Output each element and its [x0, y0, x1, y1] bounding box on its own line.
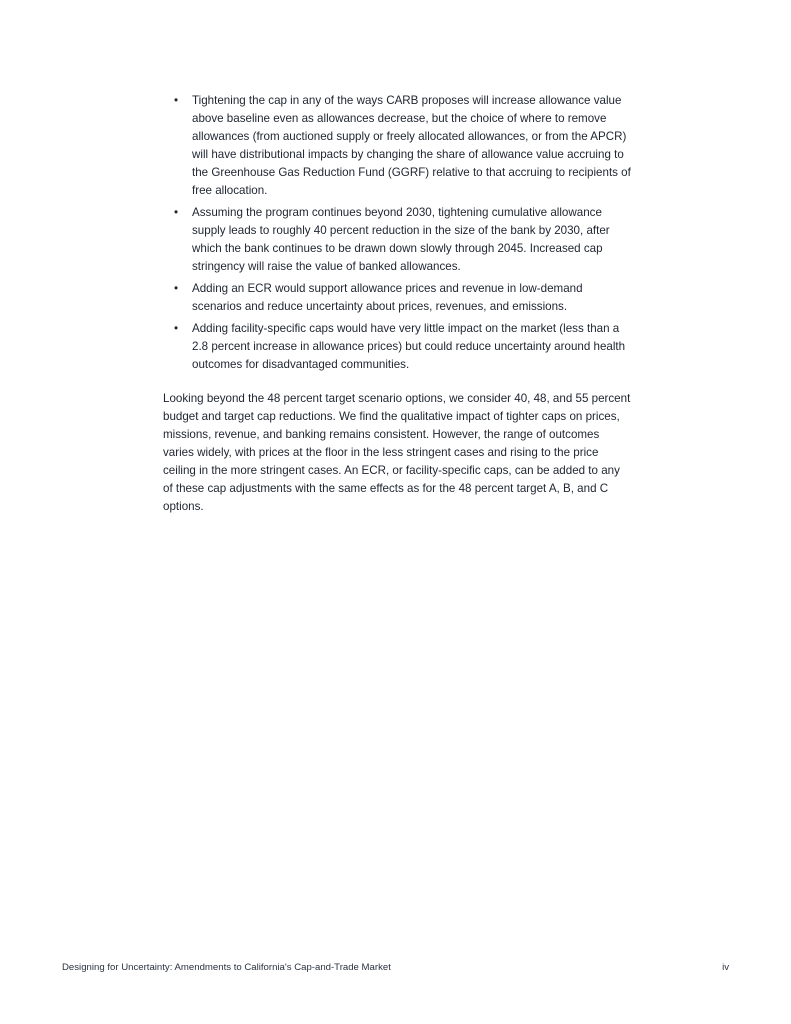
- bullet-icon: •: [174, 206, 179, 220]
- bullet-text: Assuming the program continues beyond 2030, tightening cumulative allowance supply leads to roughly 40 percent reduction in the size of the bank by 2030, after which the bank continues to be drawn down slowly through 2045. Increased cap stringency will raise the value of banked allowances.: [192, 206, 610, 274]
- bullet-text: Adding facility-specific caps would have very little impact on the market (less than a 2.8 percent increase in allowance prices) but could reduce uncertainty around health outcomes for disadvantaged communities.: [192, 321, 626, 371]
- list-item: [163, 204, 631, 276]
- findings-bullet-list: [163, 92, 631, 374]
- bullet-text: Tightening the cap in any of the ways CARB proposes will increase allowance value above baseline even as allowances decrease, but the choice of where to remove allowances (from auctioned supply or freely allocated allowances, or from the APCR) will have distributional impacts by changing the share of allowance value accruing to the Greenhouse Gas Reduction Fund (GGRF) relative to that accruing to recipients of free allocation.: [192, 94, 631, 198]
- page-number: iv: [722, 962, 729, 973]
- list-item: [163, 280, 631, 316]
- bullet-icon: •: [174, 281, 179, 295]
- bullet-text: Adding an ECR would support allowance prices and revenue in low-demand scenarios and reduce uncertainty about prices, revenues, and emissions.: [192, 281, 583, 314]
- footer-title: Designing for Uncertainty: Amendments to California's Cap-and-Trade Market: [62, 962, 391, 973]
- page-footer: [62, 962, 729, 973]
- bullet-icon: •: [174, 94, 179, 107]
- summary-paragraph: Looking beyond the 48 percent target scenario options, we consider 40, 48, and 55 percent budget and target cap reductions. We find the qualitative impact of tighter caps on prices, missions, revenue, and banking remains consistent. However, the range of outcomes varies widely, with prices at the floor in the less stringent cases and rising to the price ceiling in the more stringent cases. An ECR, or facility-specific caps, can be added to any of these cap adjustments with the same effects as for the 48 percent target A, B, and C options.: [163, 391, 631, 514]
- list-item: [163, 92, 631, 201]
- main-content: [163, 92, 631, 517]
- bullet-icon: •: [174, 321, 179, 335]
- list-item: [163, 320, 631, 374]
